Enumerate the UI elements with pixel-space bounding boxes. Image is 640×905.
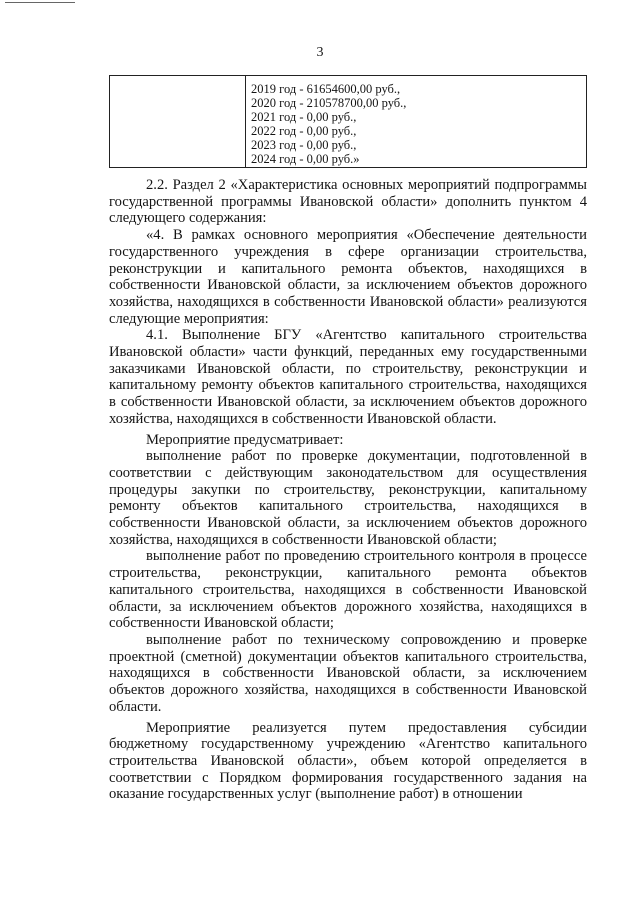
paragraph-technical-support: выполнение работ по техническому сопровождению и проверке проектной (сметной) документации объектов капитального строительства, находящихся в собственности Ивановской области, за исключением объектов дорожного хозяйства, находящихся в собственности Ивановской области. (109, 631, 587, 715)
funding-row-2019: 2019 год - 61654600,00 руб., (251, 82, 401, 96)
paragraph-provides: Мероприятие предусматривает: (146, 431, 344, 448)
paragraph-construction-control: выполнение работ по проведению строительного контроля в процессе строительства, реконструкции, капитального ремонта объектов капитального строительства, находящихся в собственности Ивановской области, за исключением объектов дорожного хозяйства, находящихся в собственности Ивановской области; (109, 548, 587, 632)
page-number: 3 (316, 45, 324, 60)
table-empty-cell (110, 76, 246, 167)
budget-table (109, 75, 587, 168)
funding-row-2024: 2024 год - 0,00 руб.» (251, 152, 360, 166)
paragraph-document-check: выполнение работ по проверке документации, подготовленной в соответствии с действующим законодательством для осуществления процедуры закупки по строительству, реконструкции, капитальному ремонту объектов капитального строительства, находящихся в собственности Ивановской области, за исключением объектов дорожного хозяйства, находящихся в собственности Ивановской области; (109, 448, 587, 548)
scan-edge-mark (5, 2, 75, 3)
paragraph-item-4: «4. В рамках основного мероприятия «Обеспечение деятельности государственного учреждения в сфере организации строительства, реконструкции и капитального ремонта объектов, находящихся в собственности Ивановской области, за исключением объектов дорожного хозяйства, находящихся в собственности Ивановской области» реализуются следующие мероприятия: (109, 227, 587, 327)
paragraph-implementation: Мероприятие реализуется путем предоставления субсидии бюджетному государственному учреждению «Агентство капитального строительства Ивановской области», объем которой определяется в соответствии с Порядком формирования государственного задания на оказание государственных услуг (выполнение работ) в отношении (109, 719, 587, 803)
paragraph-item-4-1: 4.1. Выполнение БГУ «Агентство капитального строительства Ивановской области» части функций, переданных ему государственными заказчиками Ивановской области, по строительству, реконструкции и капитальному ремонту объектов капитального строительства, находящихся в собственности Ивановской области, за исключением объектов дорожного хозяйства, находящихся в собственности Ивановской области. (109, 327, 587, 427)
funding-row-2021: 2021 год - 0,00 руб., (251, 110, 357, 124)
document-body (109, 177, 587, 803)
paragraph-section-2-2: 2.2. Раздел 2 «Характеристика основных мероприятий подпрограммы государственной программы Ивановской области» дополнить пунктом 4 следующего содержания: (109, 177, 587, 227)
funding-row-2022: 2022 год - 0,00 руб., (251, 124, 357, 138)
funding-row-2023: 2023 год - 0,00 руб., (251, 138, 357, 152)
funding-row-2020: 2020 год - 210578700,00 руб., (251, 96, 407, 110)
table-funding-cell (246, 76, 406, 167)
